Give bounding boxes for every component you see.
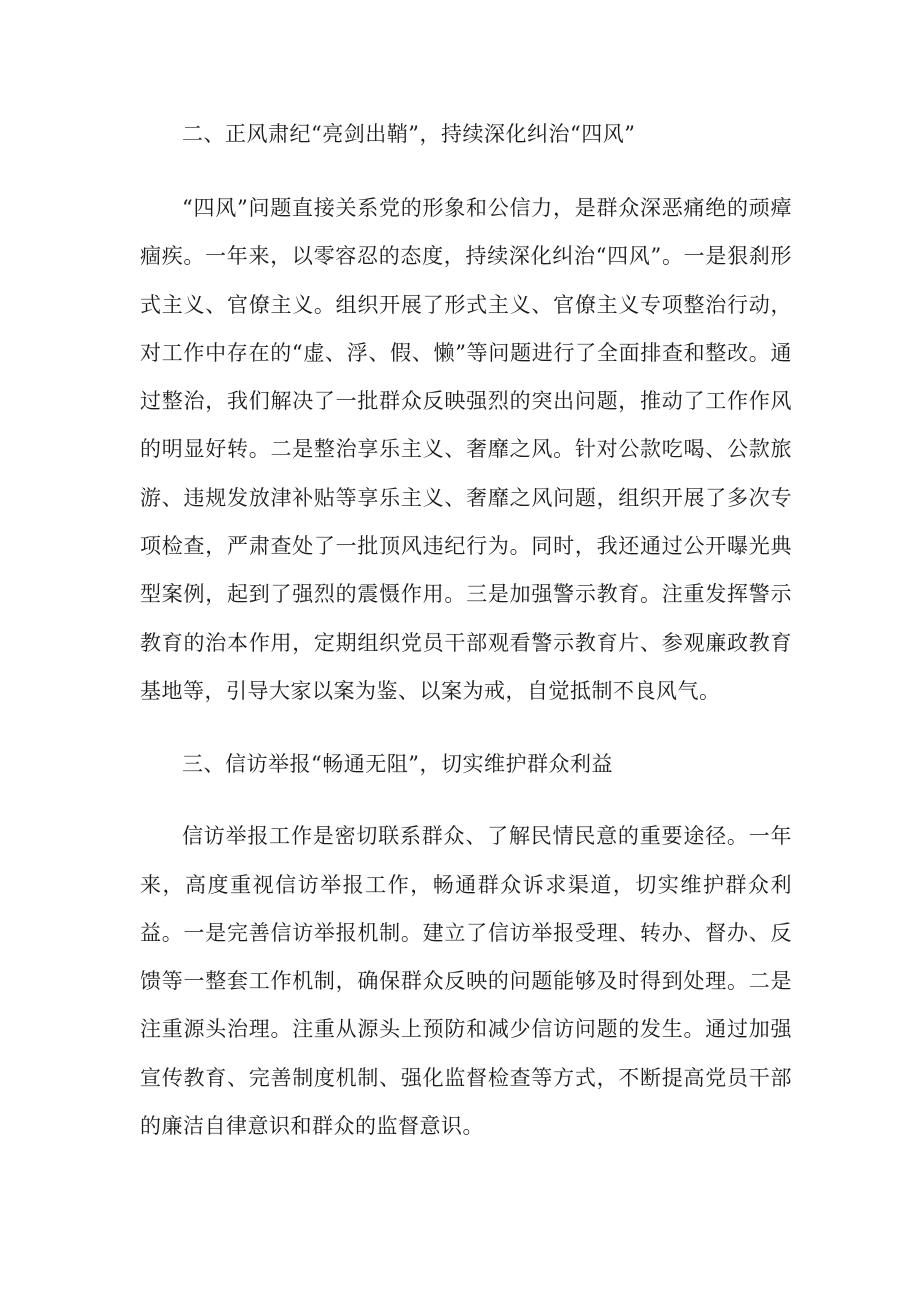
document-body bbox=[140, 110, 792, 1150]
section-heading-2: 二、正风肃纪“亮剑出鞘”，持续深化纠治“四风” bbox=[182, 122, 636, 146]
section-paragraph-2: “四风”问题直接关系党的形象和公信力，是群众深恶痛绝的顽瘴痼疾。一年来，以零容忍的态度，持续深化纠治“四风”。一是狠刹形式主义、官僚主义。组织开展了形式主义、官僚主义专项整治行动，对工作中存在的“虚、浮、假、懒”等问题进行了全面排查和整改。通过整治，我们解决了一批群众反映强烈的突出问题，推动了工作作风的明显好转。二是整治享乐主义、奢靡之风。针对公款吃喝、公款旅游、违规发放津补贴等享乐主义、奢靡之风问题，组织开展了多次专项检查，严肃查处了一批顶风违纪行为。同时，我还通过公开曝光典型案例，起到了强烈的震慑作用。三是加强警示教育。注重发挥警示教育的治本作用，定期组织党员干部观看警示教育片、参观廉政教育基地等，引导大家以案为鉴、以案为戒，自觉抵制不良风气。 bbox=[140, 196, 792, 703]
section-paragraph-3: 信访举报工作是密切联系群众、了解民情民意的重要途径。一年来，高度重视信访举报工作，畅通群众诉求渠道，切实维护群众利益。一是完善信访举报机制。建立了信访举报受理、转办、督办、反馈等一整套工作机制，确保群众反映的问题能够及时得到处理。二是注重源头治理。注重从源头上预防和减少信访问题的发生。通过加强宣传教育、完善制度机制、强化监督检查等方式，不断提高党员干部的廉洁自律意识和群众的监督意识。 bbox=[140, 824, 792, 1139]
section-heading-3: 三、信访举报“畅通无阻”，切实维护群众利益 bbox=[182, 752, 613, 777]
